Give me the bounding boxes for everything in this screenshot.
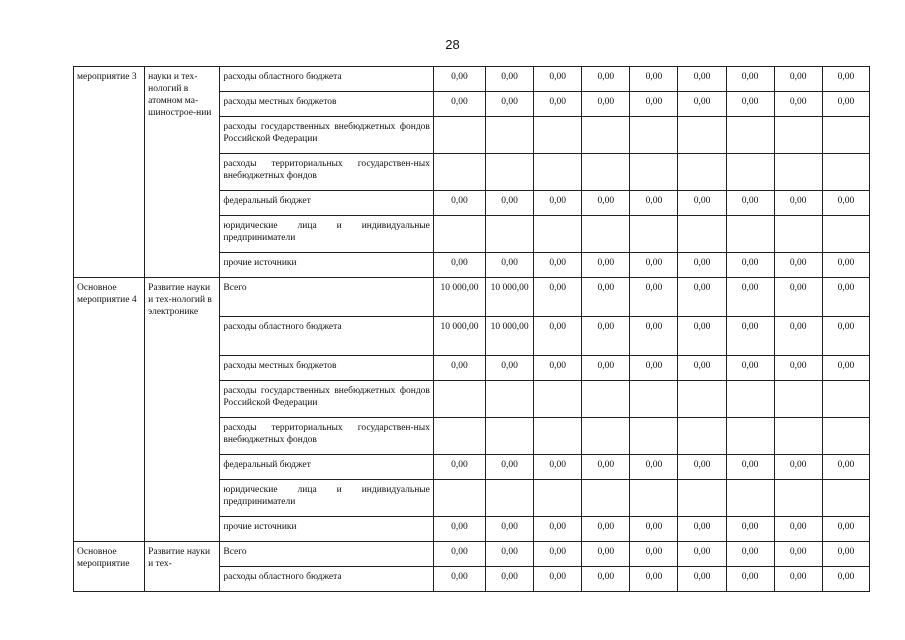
value-cell: 0,00	[486, 542, 534, 567]
value-cell	[678, 154, 726, 191]
value-cell	[678, 418, 726, 455]
value-cell: 0,00	[486, 567, 534, 592]
value-cell	[630, 216, 678, 253]
value-cell: 0,00	[774, 278, 822, 317]
value-cell	[822, 418, 869, 455]
source-cell: расходы местных бюджетов	[220, 356, 434, 381]
value-cell: 0,00	[486, 455, 534, 480]
value-cell	[433, 418, 485, 455]
source-cell: прочие источники	[220, 253, 434, 278]
value-cell: 0,00	[582, 191, 630, 216]
source-cell: федеральный бюджет	[220, 455, 434, 480]
value-cell: 0,00	[433, 191, 485, 216]
value-cell: 0,00	[582, 455, 630, 480]
value-cell: 0,00	[486, 67, 534, 92]
value-cell: 0,00	[582, 317, 630, 356]
value-cell: 0,00	[822, 542, 869, 567]
measure-name-cell: Развитие науки и тех-	[145, 542, 220, 592]
source-cell: расходы территориальных государствен-ных внебюджетных фондов	[220, 418, 434, 455]
value-cell: 0,00	[433, 455, 485, 480]
value-cell: 0,00	[774, 455, 822, 480]
source-cell: Всего	[220, 542, 434, 567]
value-cell	[534, 216, 582, 253]
value-cell: 0,00	[726, 67, 774, 92]
value-cell: 0,00	[433, 517, 485, 542]
table-row	[74, 278, 870, 317]
value-cell: 0,00	[433, 356, 485, 381]
value-cell	[726, 418, 774, 455]
value-cell: 0,00	[630, 567, 678, 592]
source-cell: расходы государственных внебюджетных фондов Российской Федерации	[220, 117, 434, 154]
value-cell: 0,00	[726, 455, 774, 480]
value-cell	[822, 154, 869, 191]
value-cell: 0,00	[534, 278, 582, 317]
value-cell: 0,00	[822, 278, 869, 317]
value-cell	[726, 216, 774, 253]
value-cell: 0,00	[822, 317, 869, 356]
source-cell: расходы областного бюджета	[220, 567, 434, 592]
value-cell: 0,00	[726, 317, 774, 356]
value-cell: 0,00	[630, 67, 678, 92]
value-cell: 0,00	[678, 92, 726, 117]
value-cell: 10 000,00	[486, 278, 534, 317]
value-cell	[582, 381, 630, 418]
value-cell: 0,00	[822, 253, 869, 278]
funding-table	[73, 66, 870, 592]
source-cell: расходы местных бюджетов	[220, 92, 434, 117]
value-cell	[774, 418, 822, 455]
value-cell: 0,00	[774, 517, 822, 542]
value-cell: 0,00	[433, 67, 485, 92]
value-cell	[486, 154, 534, 191]
value-cell	[726, 381, 774, 418]
value-cell: 0,00	[678, 356, 726, 381]
value-cell: 10 000,00	[486, 317, 534, 356]
value-cell: 0,00	[630, 356, 678, 381]
value-cell	[582, 418, 630, 455]
measure-cell: мероприятие 3	[74, 67, 145, 278]
value-cell: 0,00	[726, 356, 774, 381]
value-cell: 0,00	[822, 356, 869, 381]
value-cell	[630, 480, 678, 517]
value-cell	[486, 117, 534, 154]
value-cell: 0,00	[678, 67, 726, 92]
value-cell: 0,00	[630, 455, 678, 480]
value-cell: 0,00	[822, 517, 869, 542]
value-cell	[726, 154, 774, 191]
value-cell	[582, 117, 630, 154]
value-cell	[630, 381, 678, 418]
value-cell	[822, 117, 869, 154]
value-cell: 0,00	[534, 191, 582, 216]
value-cell: 10 000,00	[433, 278, 485, 317]
value-cell	[433, 381, 485, 418]
value-cell: 0,00	[678, 455, 726, 480]
value-cell: 0,00	[630, 278, 678, 317]
value-cell	[486, 418, 534, 455]
value-cell	[534, 381, 582, 418]
value-cell: 0,00	[534, 253, 582, 278]
value-cell: 0,00	[433, 542, 485, 567]
value-cell	[433, 480, 485, 517]
value-cell	[486, 480, 534, 517]
value-cell	[774, 154, 822, 191]
value-cell: 0,00	[822, 455, 869, 480]
value-cell: 0,00	[534, 455, 582, 480]
value-cell: 0,00	[678, 542, 726, 567]
value-cell: 0,00	[534, 567, 582, 592]
measure-cell: Основное мероприятие	[74, 542, 145, 592]
value-cell: 0,00	[726, 191, 774, 216]
value-cell: 0,00	[582, 67, 630, 92]
value-cell: 0,00	[486, 92, 534, 117]
value-cell	[726, 480, 774, 517]
value-cell	[822, 216, 869, 253]
value-cell	[582, 480, 630, 517]
value-cell	[433, 216, 485, 253]
value-cell	[582, 154, 630, 191]
value-cell	[433, 154, 485, 191]
value-cell: 0,00	[726, 517, 774, 542]
source-cell: прочие источники	[220, 517, 434, 542]
value-cell: 0,00	[433, 567, 485, 592]
value-cell	[433, 117, 485, 154]
source-cell: юридические лица и индивидуальные предприниматели	[220, 216, 434, 253]
value-cell: 0,00	[774, 567, 822, 592]
value-cell: 0,00	[822, 67, 869, 92]
value-cell	[822, 381, 869, 418]
value-cell: 0,00	[582, 278, 630, 317]
value-cell	[582, 216, 630, 253]
value-cell: 0,00	[630, 92, 678, 117]
value-cell: 0,00	[726, 92, 774, 117]
value-cell: 0,00	[486, 191, 534, 216]
value-cell: 0,00	[486, 253, 534, 278]
value-cell: 0,00	[822, 567, 869, 592]
value-cell: 0,00	[582, 517, 630, 542]
source-cell: федеральный бюджет	[220, 191, 434, 216]
value-cell: 0,00	[726, 278, 774, 317]
value-cell: 0,00	[582, 253, 630, 278]
value-cell: 0,00	[822, 92, 869, 117]
value-cell: 0,00	[582, 356, 630, 381]
value-cell: 0,00	[822, 191, 869, 216]
value-cell	[534, 480, 582, 517]
value-cell: 0,00	[630, 253, 678, 278]
value-cell: 0,00	[433, 92, 485, 117]
value-cell: 0,00	[534, 542, 582, 567]
value-cell: 10 000,00	[433, 317, 485, 356]
value-cell	[630, 418, 678, 455]
source-cell: расходы территориальных государствен-ных внебюджетных фондов	[220, 154, 434, 191]
value-cell	[678, 381, 726, 418]
value-cell	[774, 381, 822, 418]
measure-name-cell: Развитие науки и тех-нологий в электронике	[145, 278, 220, 542]
value-cell: 0,00	[774, 191, 822, 216]
value-cell	[486, 381, 534, 418]
value-cell	[486, 216, 534, 253]
value-cell: 0,00	[433, 253, 485, 278]
value-cell	[678, 480, 726, 517]
value-cell	[822, 480, 869, 517]
value-cell	[774, 480, 822, 517]
value-cell: 0,00	[774, 317, 822, 356]
source-cell: расходы областного бюджета	[220, 67, 434, 92]
value-cell	[534, 117, 582, 154]
value-cell: 0,00	[630, 517, 678, 542]
value-cell	[774, 117, 822, 154]
value-cell	[534, 418, 582, 455]
table-row	[74, 67, 870, 92]
value-cell	[774, 216, 822, 253]
value-cell: 0,00	[630, 191, 678, 216]
value-cell	[534, 154, 582, 191]
value-cell: 0,00	[678, 278, 726, 317]
value-cell	[630, 154, 678, 191]
value-cell	[630, 117, 678, 154]
value-cell: 0,00	[774, 542, 822, 567]
value-cell: 0,00	[678, 517, 726, 542]
value-cell: 0,00	[534, 92, 582, 117]
value-cell	[678, 117, 726, 154]
value-cell: 0,00	[774, 67, 822, 92]
measure-name-cell: науки и тех-нологий в атомном ма-шинострое-нии	[145, 67, 220, 278]
value-cell: 0,00	[678, 567, 726, 592]
value-cell: 0,00	[678, 191, 726, 216]
value-cell: 0,00	[726, 567, 774, 592]
source-cell: Всего	[220, 278, 434, 317]
value-cell	[726, 117, 774, 154]
value-cell: 0,00	[774, 92, 822, 117]
value-cell: 0,00	[678, 253, 726, 278]
value-cell: 0,00	[486, 356, 534, 381]
value-cell: 0,00	[582, 92, 630, 117]
source-cell: расходы государственных внебюджетных фондов Российской Федерации	[220, 381, 434, 418]
value-cell: 0,00	[534, 67, 582, 92]
source-cell: расходы областного бюджета	[220, 317, 434, 356]
source-cell: юридические лица и индивидуальные предприниматели	[220, 480, 434, 517]
value-cell: 0,00	[726, 542, 774, 567]
value-cell: 0,00	[534, 356, 582, 381]
value-cell: 0,00	[582, 567, 630, 592]
value-cell: 0,00	[774, 356, 822, 381]
value-cell: 0,00	[726, 253, 774, 278]
measure-cell: Основное мероприятие 4	[74, 278, 145, 542]
value-cell: 0,00	[630, 317, 678, 356]
page-number: 28	[445, 37, 460, 52]
table-row	[74, 542, 870, 567]
value-cell	[678, 216, 726, 253]
value-cell: 0,00	[630, 542, 678, 567]
value-cell: 0,00	[534, 317, 582, 356]
value-cell: 0,00	[582, 542, 630, 567]
value-cell: 0,00	[534, 517, 582, 542]
value-cell: 0,00	[486, 517, 534, 542]
value-cell: 0,00	[774, 253, 822, 278]
value-cell: 0,00	[678, 317, 726, 356]
